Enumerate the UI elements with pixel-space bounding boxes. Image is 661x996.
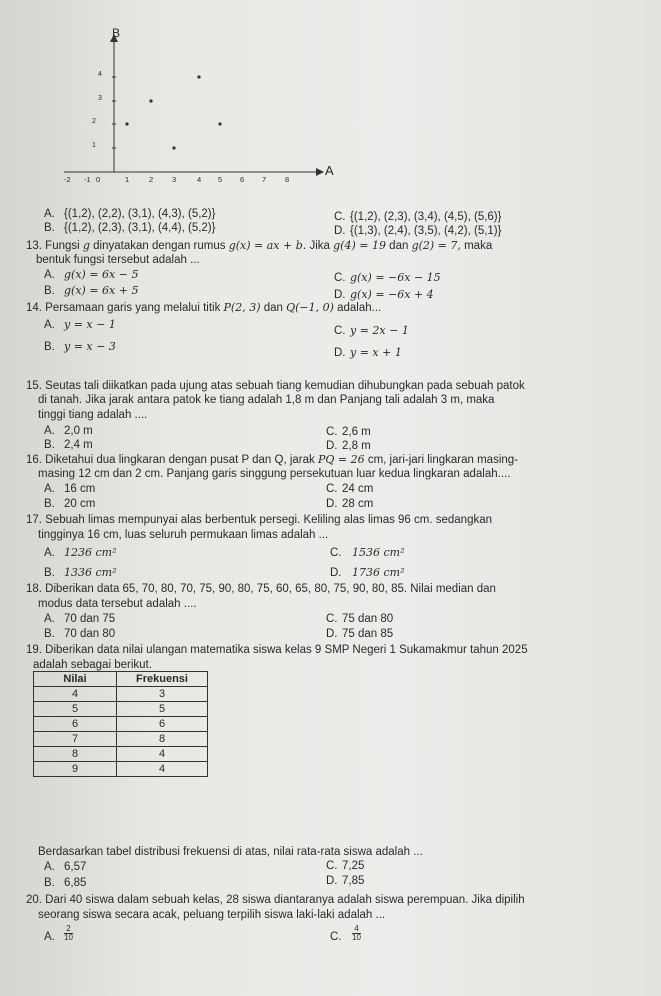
q15-option-b[interactable]: 2,4 m [64,439,93,451]
graph-point [172,146,175,149]
q18-option-c-label: C. [326,613,338,625]
table-cell: 9 [34,762,117,777]
x-tick: 7 [262,175,267,184]
table-row [34,702,208,717]
y-axis-label: B [112,26,121,40]
q20-option-c-label: C. [330,931,342,943]
table-row [34,747,208,762]
q14-option-b[interactable]: y = x − 3 [64,340,116,353]
graph-point [125,122,128,125]
x-tick: -1 [84,175,91,184]
table-cell: 4 [117,762,208,777]
q19-option-c[interactable]: 7,25 [342,860,365,872]
q12-option-a-label: A. [44,208,55,220]
q17-option-b[interactable]: 1336 cm² [64,566,117,579]
q12-option-b-label: B. [44,222,55,234]
q12-option-d[interactable]: {(1,3), (2,4), (3,5), (4,2), (5,1)} [350,225,502,237]
q18-option-a-label: A. [44,613,55,625]
x-tick: 1 [125,175,130,184]
q14-option-b-label: B. [44,341,55,353]
y-tick: 4 [98,71,102,78]
y-tick: 2 [92,118,96,125]
q14-option-c-label: C. [334,325,346,337]
q16-stem-line2: masing 12 cm dan 2 cm. Panjang garis singgung persekutuan luar kedua lingkaran adalah.... [38,468,511,480]
q19-option-c-label: C. [326,860,338,872]
q15-option-c[interactable]: 2,6 m [342,426,371,438]
q12-option-c[interactable]: {(1,2), (2,3), (3,4), (4,5), (5,6)} [350,211,502,223]
q18-option-d[interactable]: 75 dan 85 [342,628,394,640]
q16-option-d[interactable]: 28 cm [342,498,374,510]
q20-option-c[interactable] [352,925,361,942]
q12-option-d-label: D. [334,225,346,237]
table-cell: 7 [34,732,117,747]
q13-option-b-label: B. [44,285,55,297]
fraction-denominator: 10 [352,933,361,942]
q17-stem-line2: tingginya 16 cm, luas seluruh permukaan limas adalah ... [38,529,329,541]
q17-option-d-label: D. [330,567,342,579]
x-tick: 6 [240,175,245,184]
q15-option-a[interactable]: 2,0 m [64,425,93,437]
table-header: Nilai [34,672,117,687]
q19-after-text: Berdasarkan tabel distribusi frekuensi di atas, nilai rata-rata siswa adalah ... [38,846,423,858]
table-row [34,732,208,747]
q14-stem: 14. Persamaan garis yang melalui titik P(2, 3) dan Q(−1, 0) adalah... [26,301,382,314]
q20-stem-line2: seorang siswa secara acak, peluang terpilih siswa laki-laki adalah ... [38,909,386,921]
q17-option-a[interactable]: 1236 cm² [64,546,117,559]
q19-option-d-label: D. [326,875,338,887]
q17-option-a-label: A. [44,547,55,559]
q19-option-b[interactable]: 6,85 [64,877,87,889]
table-cell: 4 [34,687,117,702]
q18-option-b-label: B. [44,628,55,640]
table-header: Frekuensi [117,672,208,687]
q18-stem-line2: modus data tersebut adalah .... [38,598,197,610]
table-cell: 3 [117,687,208,702]
q16-option-b[interactable]: 20 cm [64,498,96,510]
q19-option-d[interactable]: 7,85 [342,875,365,887]
q18-stem-line1: 18. Diberikan data 65, 70, 80, 70, 75, 90, 80, 75, 60, 65, 80, 75, 90, 80, 85. Nilai median dan [26,583,496,595]
x-tick: 5 [218,175,223,184]
fraction-numerator: 2 [64,925,73,934]
q17-option-c-label: C. [330,547,342,559]
q18-option-a[interactable]: 70 dan 75 [64,613,116,625]
y-tick: 1 [92,142,96,149]
q13-option-d-label: D. [334,289,346,301]
q14-option-a-label: A. [44,319,55,331]
q16-option-c-label: C. [326,483,338,495]
q12-option-a[interactable]: {(1,2), (2,2), (3,1), (4,3), (5,2)} [64,208,216,220]
q20-option-a[interactable] [64,925,73,942]
table-cell: 5 [34,702,117,717]
q15-stem-line1: 15. Seutas tali diikatkan pada ujung atas sebuah tiang kemudian dihubungkan pada sebuah patok [26,380,525,392]
q17-option-c[interactable]: 1536 cm² [352,546,405,559]
table-cell: 5 [117,702,208,717]
q19-option-b-label: B. [44,877,55,889]
graph-point [197,75,200,78]
q19-option-a-label: A. [44,861,55,873]
q16-option-b-label: B. [44,498,55,510]
frequency-table [33,671,208,777]
fraction-denominator: 10 [64,933,73,942]
x-tick: 4 [197,175,202,184]
fraction-numerator: 4 [352,925,361,934]
q14-option-c[interactable]: y = 2x − 1 [350,324,409,337]
x-tick: 3 [172,175,177,184]
q15-option-a-label: A. [44,425,55,437]
table-cell: 4 [117,747,208,762]
relation-graph [50,20,340,195]
q15-option-b-label: B. [44,439,55,451]
q19-stem-line2: adalah sebagai berikut. [33,659,152,671]
x-tick: -2 [64,175,71,184]
q13-option-a-label: A. [44,269,55,281]
table-row [34,717,208,732]
q15-option-d-label: D. [326,440,338,452]
q16-option-a[interactable]: 16 cm [64,483,96,495]
q13-option-d[interactable]: g(x) = −6x + 4 [350,288,434,301]
table-cell: 8 [117,732,208,747]
graph-point [218,122,221,125]
table-header-row [34,672,208,687]
q13-option-c-label: C. [334,272,346,284]
table-cell: 6 [117,717,208,732]
table-cell: 8 [34,747,117,762]
q15-option-d[interactable]: 2,8 m [342,440,371,452]
q14-option-d[interactable]: y = x + 1 [350,346,402,359]
q16-option-a-label: A. [44,483,55,495]
table-cell: 6 [34,717,117,732]
q17-option-d[interactable]: 1736 cm² [352,566,405,579]
q14-option-a[interactable]: y = x − 1 [64,318,116,331]
q19-option-a[interactable]: 6,57 [64,861,87,873]
q20-stem-line1: 20. Dari 40 siswa dalam sebuah kelas, 28 siswa diantaranya adalah siswa perempuan. Jika dipilih [26,894,525,906]
x-tick: 0 [96,175,101,184]
graph-point [149,99,152,102]
x-axis-label: A [325,163,334,178]
q15-option-c-label: C. [326,426,338,438]
q18-option-d-label: D. [326,628,338,640]
q16-stem-line1: 16. Diketahui dua lingkaran dengan pusat P dan Q, jarak PQ = 26 cm, jari-jari lingkaran masing- [26,453,518,466]
q16-option-c[interactable]: 24 cm [342,483,374,495]
q19-stem-line1: 19. Diberikan data nilai ulangan matematika siswa kelas 9 SMP Negeri 1 Sukamakmur tahun 2025 [26,644,528,656]
q18-option-b[interactable]: 70 dan 80 [64,628,116,640]
q18-option-c[interactable]: 75 dan 80 [342,613,394,625]
q15-stem-line3: tinggi tiang adalah .... [38,409,148,421]
q13-stem: 13. Fungsi g dinyatakan dengan rumus g(x) = ax + b. Jika g(4) = 19 dan g(2) = 7, maka [26,239,493,252]
q14-option-d-label: D. [334,347,346,359]
table-row [34,762,208,777]
q16-option-d-label: D. [326,498,338,510]
q13-option-b[interactable]: g(x) = 6x + 5 [64,284,139,297]
y-tick: 3 [98,95,102,102]
q13-option-a[interactable]: g(x) = 6x − 5 [64,268,139,281]
q17-stem-line1: 17. Sebuah limas mempunyai alas berbentuk persegi. Keliling alas limas 96 cm. sedangkan [26,514,493,526]
table-row [34,687,208,702]
q13-option-c[interactable]: g(x) = −6x − 15 [350,271,441,284]
q12-option-b[interactable]: {(1,2), (2,3), (3,1), (4,4), (5,2)} [64,222,216,234]
q17-option-b-label: B. [44,567,55,579]
q15-stem-line2: di tanah. Jika jarak antara patok ke tiang adalah 1,8 m dan Panjang tali adalah 3 m, maka [38,394,495,406]
q20-option-a-label: A. [44,931,55,943]
x-tick: 8 [285,175,290,184]
x-tick: 2 [149,175,154,184]
q13-stem-line2: bentuk fungsi tersebut adalah ... [36,254,200,266]
q12-option-c-label: C. [334,211,346,223]
x-axis-arrow-icon [316,168,324,176]
